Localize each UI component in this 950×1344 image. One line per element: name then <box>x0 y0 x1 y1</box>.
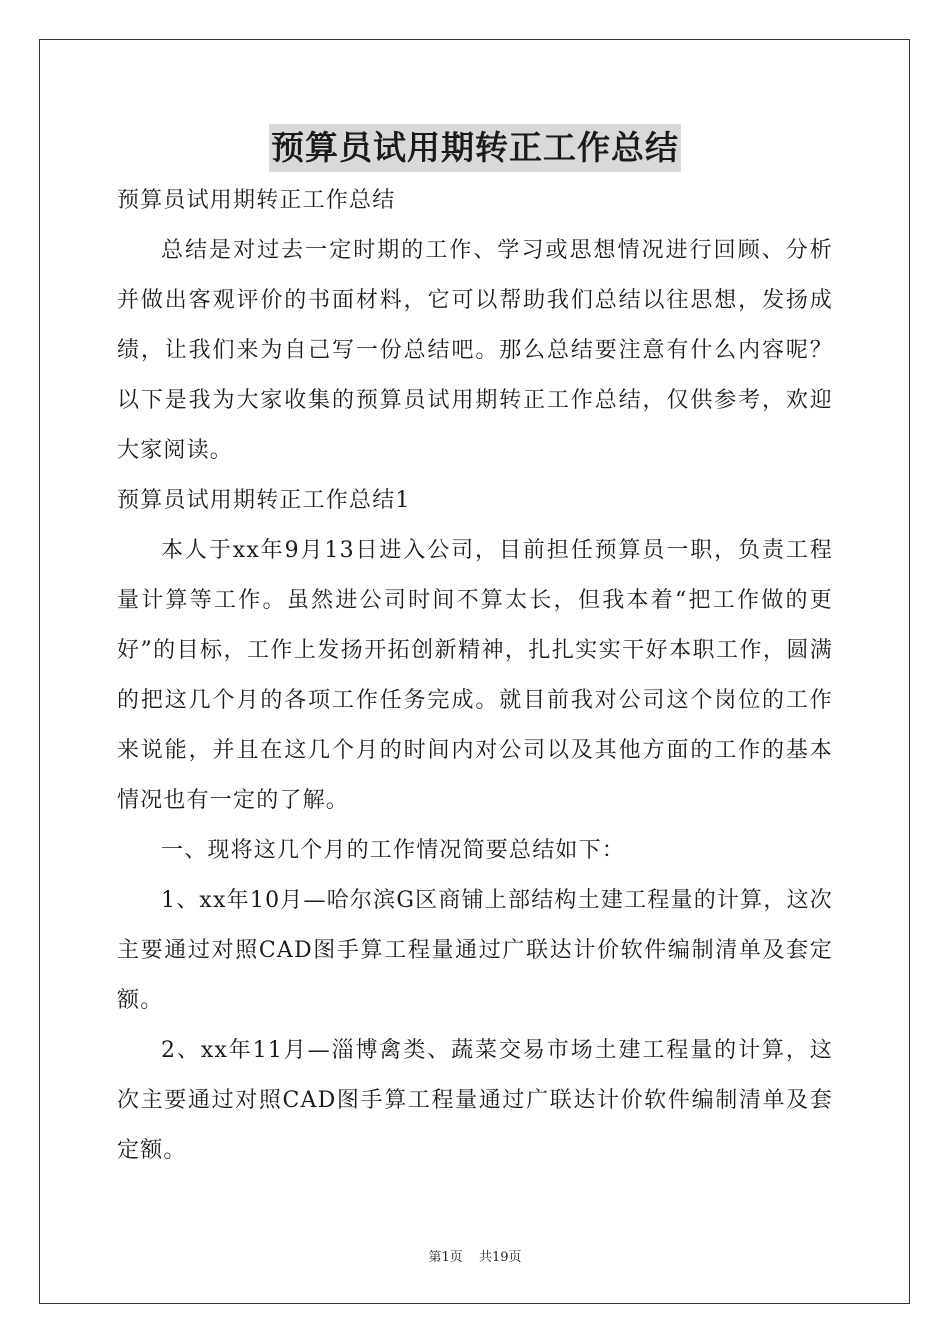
paragraph-intro: 总结是对过去一定时期的工作、学习或思想情况进行回顾、分析并做出客观评价的书面材料，它可以帮助我们总结以往思想，发扬成绩，让我们来为自己写一份总结吧。那么总结要注意有什么内容呢？以下是我为大家收集的预算员试用期转正工作总结，仅供参考，欢迎大家阅读。 <box>117 238 833 463</box>
paragraph-section-heading: 预算员试用期转正工作总结1 <box>117 488 411 513</box>
paragraph-subtitle: 预算员试用期转正工作总结 <box>117 188 396 213</box>
document-title: 预算员试用期转正工作总结 <box>269 124 681 172</box>
page-total: 共19页 <box>478 1250 522 1265</box>
page-footer <box>0 1246 950 1265</box>
title-container <box>0 124 950 172</box>
paragraph-list-heading: 一、现将这几个月的工作情况简要总结如下： <box>161 838 626 863</box>
paragraph-body: 本人于xx年9月13日进入公司，目前担任预算员一职，负责工程量计算等工作。虽然进公司时间不算太长，但我本着“把工作做的更好”的目标，工作上发扬开拓创新精神，扎扎实实干好本职工作，圆满的把这几个月的各项工作任务完成。就目前我对公司这个岗位的工作来说能，并且在这几个月的时间内对公司以及其他方面的工作的基本情况也有一定的了解。 <box>117 538 833 813</box>
paragraph-item-1: 1、xx年10月—哈尔滨G区商铺上部结构土建工程量的计算，这次主要通过对照CAD图手算工程量通过广联达计价软件编制清单及套定额。 <box>117 888 833 1013</box>
page-number: 第1页 <box>428 1250 463 1265</box>
paragraph-item-2: 2、xx年11月—淄博禽类、蔬菜交易市场土建工程量的计算，这次主要通过对照CAD图手算工程量通过广联达计价软件编制清单及套定额。 <box>117 1038 833 1163</box>
document-body <box>117 176 833 1176</box>
